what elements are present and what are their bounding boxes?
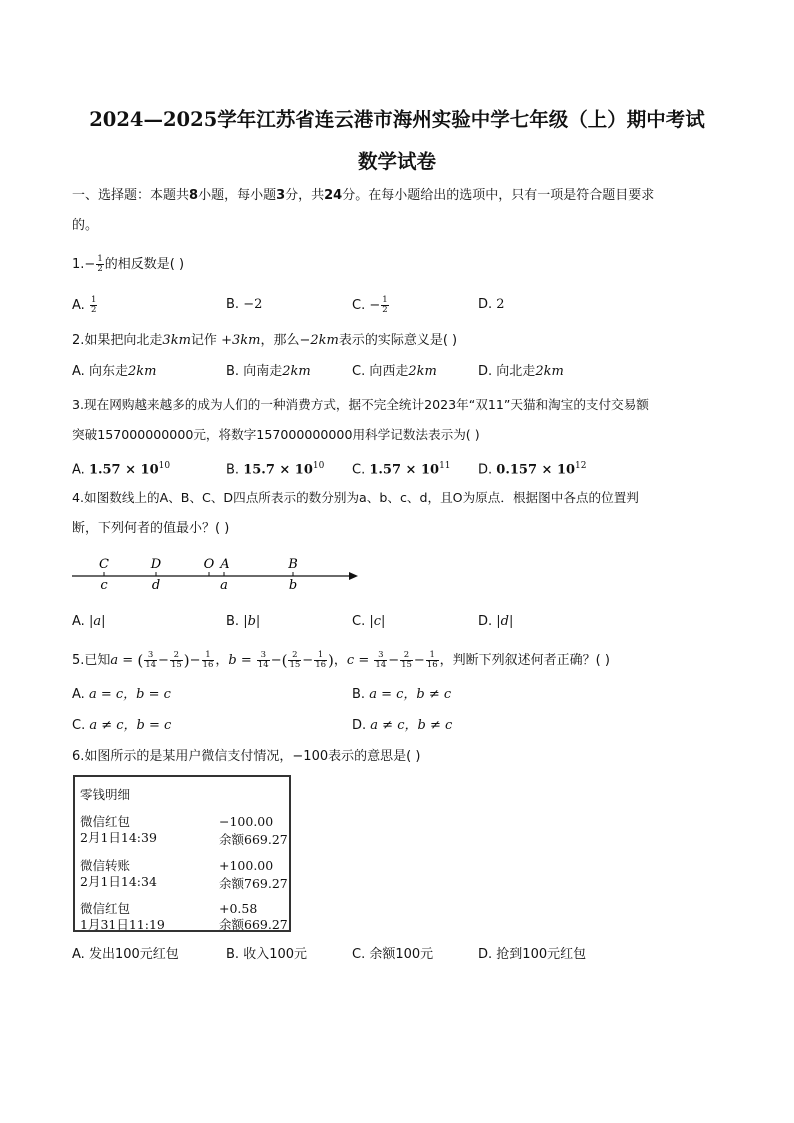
question-1: 1.− $\frac{1}{2}$ 的相反数是( ) xyxy=(72,254,185,274)
label-b-lower: b xyxy=(288,578,298,593)
section-heading-cont: 的。 xyxy=(72,218,99,233)
q6-option-c[interactable]: C. 余额100元 xyxy=(352,947,434,962)
entry-2-time: 2月1日14:34 xyxy=(80,874,157,889)
label-D: D xyxy=(150,557,162,572)
label-c-lower: c xyxy=(100,578,108,593)
section-heading: 一、选择题：本题共8小题，每小题3分，共24分。在每小题给出的选项中，只有一项是符合题目要求 xyxy=(72,188,655,203)
q2-option-a[interactable]: A. 向东走2km xyxy=(72,364,157,379)
q6-option-a[interactable]: A. 发出100元红包 xyxy=(72,947,179,962)
question-3: 3.现在网购越来越多的成为人们的一种消费方式，据不完全统计2023年“双11”天猫和淘宝的支付交易额 xyxy=(72,397,649,412)
q2-option-d[interactable]: D. 向北走2km xyxy=(478,364,564,379)
entry-1-amount: −100.00 xyxy=(219,814,274,829)
q1-option-b[interactable]: B. −2 xyxy=(226,297,263,312)
q4-option-d[interactable]: D. |d| xyxy=(478,614,514,629)
q4-option-c[interactable]: C. |c| xyxy=(352,614,386,629)
exam-title: 2024—2025学年江苏省连云港市海州实验中学七年级（上）期中考试 xyxy=(89,108,705,131)
q4-option-b[interactable]: B. |b| xyxy=(226,614,261,629)
wallet-statement xyxy=(73,775,291,932)
wallet-title: 零钱明细 xyxy=(80,787,131,802)
q6-option-d[interactable]: D. 抢到100元红包 xyxy=(478,947,587,962)
q1-option-c[interactable]: C. − $\frac{1}{2}$ xyxy=(352,295,388,315)
label-O: O xyxy=(203,557,215,572)
q3-option-d[interactable]: D. $0.157 \times 10^{12}$ xyxy=(478,461,587,478)
entry-2-balance: 余额769.27 xyxy=(219,876,288,891)
label-d-lower: d xyxy=(151,578,161,593)
entry-1-time: 2月1日14:39 xyxy=(80,830,157,845)
q3-option-a[interactable]: A. $1.57 \times 10^{10}$ xyxy=(72,461,171,478)
entry-2-type: 微信转账 xyxy=(80,858,131,873)
entry-3-type: 微信红包 xyxy=(80,901,131,916)
q3-option-c[interactable]: C. $1.57 \times 10^{11}$ xyxy=(352,461,451,478)
entry-2-amount: +100.00 xyxy=(219,858,274,873)
question-5: 5.已知a = ( $\frac{3}{14}$ − $\frac{2}{15}$ )− $\frac{1}{16}$ ，b = $\frac{3}{14}$ −( $\frac{2}{15}$ − $\frac{1}{16}$ )，c = $\frac{3}{14}$ − $\frac{2}{15}$ − $\frac{1}{16}$ ，判断下列叙述何者正确？( ) xyxy=(72,650,610,670)
entry-1-type: 微信红包 xyxy=(80,814,131,829)
q5-option-c[interactable]: C. a ≠ c，b = c xyxy=(72,718,172,733)
q3-option-b[interactable]: B. $15.7 \times 10^{10}$ xyxy=(226,461,325,478)
number-line-arrow-icon xyxy=(349,572,358,580)
question-4-cont: 断，下列何者的值最小？( ) xyxy=(72,521,230,536)
question-2: 2.如果把向北走3km记作 +3km，那么−2km表示的实际意义是( ) xyxy=(72,333,458,348)
q1-option-d[interactable]: D. 2 xyxy=(478,297,505,312)
q5-option-a[interactable]: A. a = c，b = c xyxy=(72,687,171,702)
q1-option-a[interactable]: A. $\frac{1}{2}$ xyxy=(72,295,97,315)
q6-option-b[interactable]: B. 收入100元 xyxy=(226,947,308,962)
question-6: 6.如图所示的是某用户微信支付情况，−100表示的意思是( ) xyxy=(72,749,421,764)
q5-option-d[interactable]: D. a ≠ c，b ≠ c xyxy=(352,718,453,733)
question-4: 4.如图数线上的A、B、C、D四点所表示的数分别为a、b、c、d，且O为原点．根据图中各点的位置判 xyxy=(72,490,639,505)
entry-3-amount: +0.58 xyxy=(219,901,258,916)
q2-option-c[interactable]: C. 向西走2km xyxy=(352,364,437,379)
entry-1-balance: 余额669.27 xyxy=(219,832,288,847)
entry-3-balance: 余额669.27 xyxy=(219,917,288,932)
q4-option-a[interactable]: A. |a| xyxy=(72,614,106,629)
q2-option-b[interactable]: B. 向南走2km xyxy=(226,364,311,379)
label-A: A xyxy=(220,557,230,572)
q5-option-b[interactable]: B. a = c，b ≠ c xyxy=(352,687,452,702)
number-line xyxy=(70,552,366,596)
label-B: B xyxy=(288,557,298,572)
entry-3-time: 1月31日11:19 xyxy=(80,917,165,932)
label-a-lower: a xyxy=(220,578,228,593)
question-3-cont: 突破157000000000元，将数字157000000000用科学记数法表示为( ) xyxy=(72,427,480,442)
exam-subtitle: 数学试卷 xyxy=(357,150,436,173)
label-C: C xyxy=(99,557,109,572)
